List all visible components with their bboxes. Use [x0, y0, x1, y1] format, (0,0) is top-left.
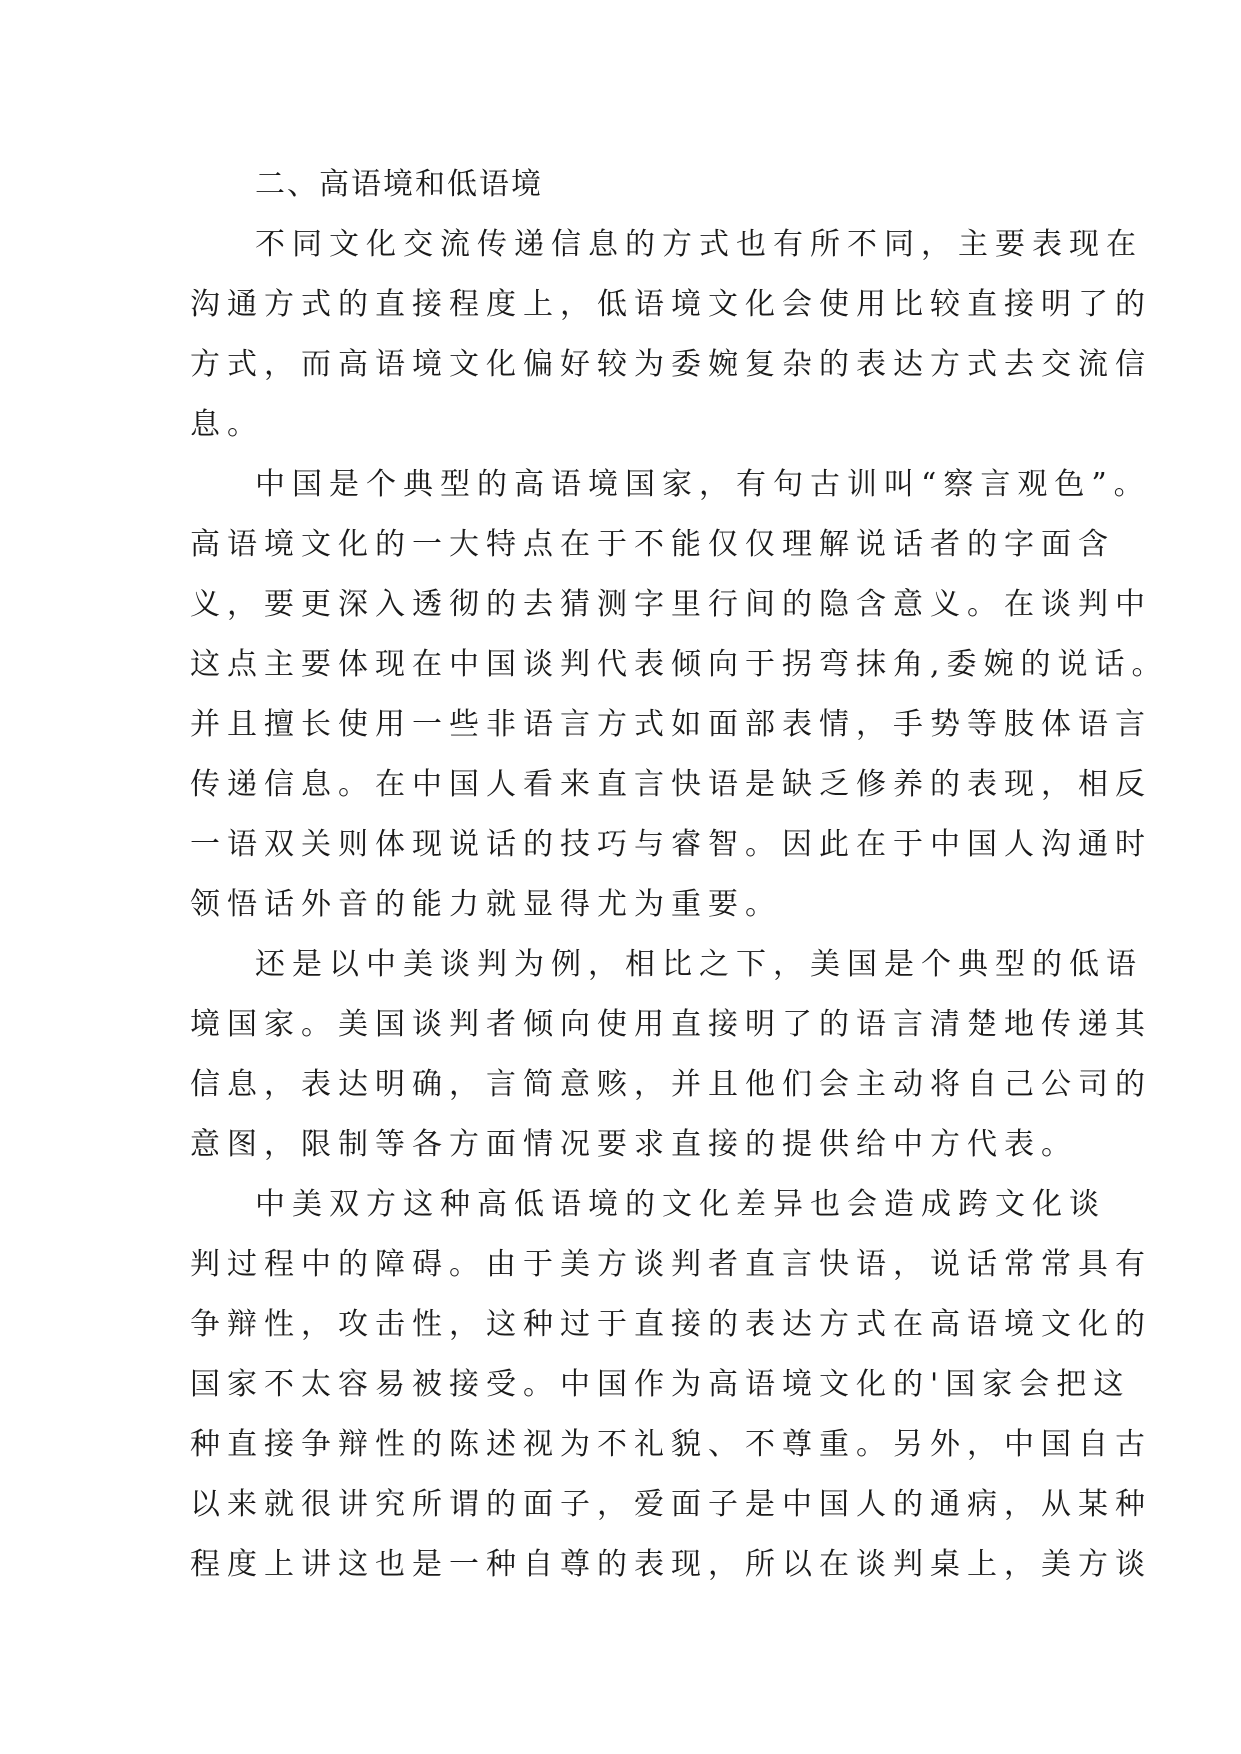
paragraph-china-high-context	[190, 455, 1169, 935]
text-line: 中美双方这种高低语境的文化差异也会造成跨文化谈	[255, 1187, 1106, 1222]
paragraph-us-low-context	[190, 935, 1152, 1175]
text-line: 不同文化交流传递信息的方式也有所不同，主要表现在	[255, 227, 1143, 262]
paragraph-negotiation-barriers	[190, 1175, 1152, 1595]
text-line: 争辩性，攻击性，这种过于直接的表达方式在高语境文化的	[190, 1307, 1152, 1342]
text-line: 传递信息。在中国人看来直言快语是缺乏修养的表现，相反	[190, 767, 1152, 802]
text-line: 种直接争辩性的陈述视为不礼貌、不尊重。另外，中国自古	[190, 1427, 1152, 1462]
text-line: 信息，表达明确，言简意赅，并且他们会主动将自己公司的	[190, 1067, 1152, 1102]
text-line: 义，要更深入透彻的去猜测字里行间的隐含意义。在谈判中	[190, 587, 1152, 622]
text-line: 沟通方式的直接程度上，低语境文化会使用比较直接明了的	[190, 287, 1152, 322]
text-line: 中国是个典型的高语境国家，有句古训叫“察言观色”。	[255, 467, 1151, 502]
text-line: 还是以中美谈判为例，相比之下，美国是个典型的低语	[255, 947, 1143, 982]
text-line: 方式，而高语境文化偏好较为委婉复杂的表达方式去交流信	[190, 347, 1152, 382]
text-line: 并且擅长使用一些非语言方式如面部表情，手势等肢体语言	[190, 707, 1152, 742]
section-heading: 二、高语境和低语境	[255, 167, 543, 202]
text-line: 境国家。美国谈判者倾向使用直接明了的语言清楚地传递其	[190, 1007, 1152, 1042]
text-line: 领悟话外音的能力就显得尤为重要。	[190, 887, 782, 922]
text-line: 国家不太容易被接受。中国作为高语境文化的'国家会把这	[190, 1367, 1131, 1402]
text-line: 以来就很讲究所谓的面子，爱面子是中国人的通病，从某种	[190, 1487, 1152, 1522]
text-line: 判过程中的障碍。由于美方谈判者直言快语，说话常常具有	[190, 1247, 1152, 1282]
paragraph-communication-directness	[190, 215, 1152, 455]
text-line: 这点主要体现在中国谈判代表倾向于拐弯抹角,委婉的说话。	[190, 647, 1169, 682]
text-line: 程度上讲这也是一种自尊的表现，所以在谈判桌上，美方谈	[190, 1547, 1152, 1582]
text-line: 息。	[190, 407, 264, 442]
text-line: 一语双关则体现说话的技巧与睿智。因此在于中国人沟通时	[190, 827, 1152, 862]
document-body	[190, 155, 1169, 1595]
text-line: 意图，限制等各方面情况要求直接的提供给中方代表。	[190, 1127, 1078, 1162]
text-line: 高语境文化的一大特点在于不能仅仅理解说话者的字面含	[190, 527, 1115, 562]
